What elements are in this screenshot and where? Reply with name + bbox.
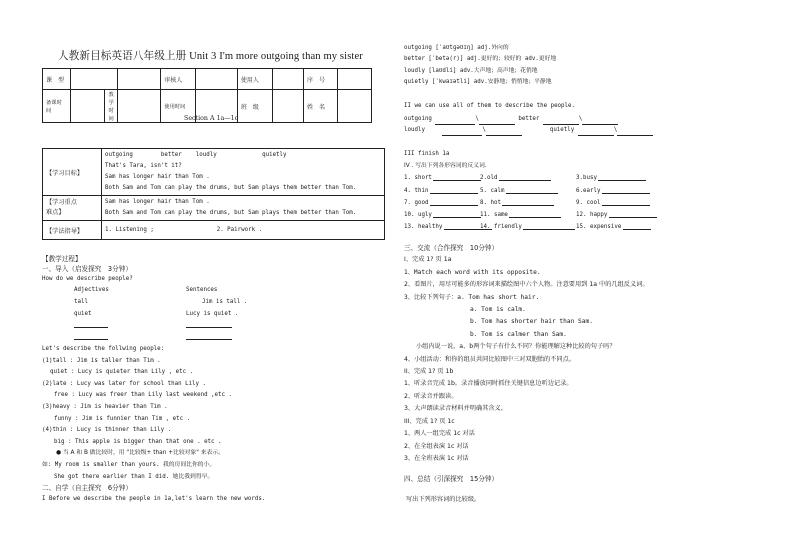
header-cell <box>117 69 160 90</box>
answer-blank[interactable] <box>523 222 575 230</box>
answer-blank[interactable] <box>609 210 657 218</box>
antonym-row <box>404 221 774 233</box>
task-line: 3、比较下列句子：a. Tom has short hair. <box>404 293 540 301</box>
adjective-cell: tall <box>74 299 88 305</box>
antonym-item: 10. ugly <box>404 211 432 218</box>
example-sentence: She got there earlier than I did. 她比我到得早。 <box>54 473 214 480</box>
example-line: (2)late : Lucy was later for school than Lily . <box>42 380 207 387</box>
example-sentence: 如: My room is smaller than yours. 我的房间比你的小。 <box>42 461 216 468</box>
header-cell: 姓 名 <box>303 90 337 123</box>
answer-blank[interactable] <box>502 198 554 206</box>
example-line: (4)thin : Lucy is thinner than Lily . <box>42 427 172 434</box>
answer-blank[interactable] <box>598 173 646 181</box>
task-line: 小组内说一说，a、b两个句子有什么不同？你能理解这种比较的句子吗？ <box>416 343 616 351</box>
vocab-item: quietly [ˈkwaɪətli] adv.安静地；悄悄地；平静地 <box>404 79 552 86</box>
header-cell: 审核人 <box>161 69 196 90</box>
answer-blank[interactable] <box>499 173 551 181</box>
antonym-item: 6.early <box>576 187 601 194</box>
section-heading: 四、总结（引深探究 15分钟） <box>404 475 499 484</box>
antonym-item: 15. expensive <box>576 224 622 231</box>
goal-words: outgoing better loudly quietly <box>105 152 287 158</box>
header-cell <box>273 69 304 90</box>
answer-blank[interactable] <box>623 222 651 230</box>
blank-line <box>186 335 232 340</box>
blank-line <box>186 323 232 328</box>
answer-blank[interactable] <box>602 186 650 194</box>
antonym-item: 9. cool <box>576 199 601 206</box>
header-cell <box>71 90 105 123</box>
vocab-item: outgoing [ˈaʊtɡəʊɪŋ] adj.外向的 <box>404 45 509 51</box>
antonym-item: 1. short <box>404 175 432 182</box>
blank-row: loudly \ quietly \ <box>404 125 764 136</box>
method-content: 1. Listening ; 2. Pairwork . <box>102 221 385 240</box>
blank-line <box>74 335 108 340</box>
example-line: funny : Jim is funnier than Tim , etc . <box>54 415 191 422</box>
antonym-item: 11. same <box>480 211 508 218</box>
part-subheading: IV . 写出下列各形容词的反义词. <box>404 163 487 170</box>
sentence-cell: Jim is tall . <box>202 299 248 305</box>
section-heading: 三、交流（合作探究 10分钟） <box>404 244 499 252</box>
antonym-grid <box>404 172 774 233</box>
antonym-item: 8. hot <box>480 199 501 206</box>
header-cell <box>337 69 371 90</box>
answer-blank[interactable] <box>433 210 481 218</box>
task-line: 1、两人一组完成 1c 对话 <box>404 430 475 438</box>
antonym-item: 12. happy <box>576 211 608 218</box>
vocab-section <box>404 43 764 89</box>
task-line: b. Tom has shorter hair than Sam. <box>470 318 593 326</box>
adjective-cell: quiet <box>74 311 92 317</box>
antonym-row <box>404 185 774 197</box>
vocab-item: better [ˈbetə(r)] adj.更好的；较好的 adv.更好地 <box>404 56 557 63</box>
section-heading: 二、自学（自主探究 6分钟） <box>42 484 132 493</box>
vocab-item: loudly [laʊdli] adv.大声地；高声地；花俏地 <box>404 67 538 74</box>
task-heading: II、完成 1? 页 1b <box>404 368 454 376</box>
header-cell <box>117 90 160 123</box>
blank-line <box>74 323 108 328</box>
antonym-item: 14. friendly <box>480 224 522 231</box>
task-line: 2、看图片，用尽可能多的形容词来描绘图中六个人物。注意要用到 1a 中的几组反义词。 <box>404 281 649 289</box>
antonym-item: 13. healthy <box>404 224 443 231</box>
keypoints-label: 【学习重点 难点】 <box>43 196 102 221</box>
header-cell: 班 级 <box>237 90 272 123</box>
describe-section <box>404 101 764 136</box>
header-cell: 教学时间 <box>105 90 117 123</box>
column-header: Sentences <box>186 287 218 293</box>
answer-blank[interactable] <box>433 173 481 181</box>
task-line: 2、听录音并跟读。 <box>404 392 458 400</box>
goal-line: Sam has longer hair than Tom . <box>105 174 210 180</box>
example-line: big : This apple is bigger than that one . etc . <box>54 438 222 445</box>
header-cell <box>273 90 304 123</box>
header-cell <box>196 69 238 90</box>
task-line: 2、在全组表演 1c 对话 <box>404 442 469 450</box>
section-heading: 一、导入（启发探究 3分钟） <box>42 265 132 273</box>
section-title: Section A 1a—1c <box>184 115 239 122</box>
goals-content <box>102 149 385 196</box>
header-cell <box>71 69 118 90</box>
antonym-item: 4. thin <box>404 187 429 194</box>
antonym-item: 3.busy <box>576 175 597 182</box>
keypoints-content <box>102 196 385 221</box>
goal-line: That's Tara, isn't it? <box>105 163 182 169</box>
answer-blank[interactable] <box>430 198 478 206</box>
answer-blank[interactable] <box>602 198 650 206</box>
antonym-item: 7. good <box>404 199 429 206</box>
exchange-section <box>404 242 784 506</box>
keypoint-line: Sam has longer hair than Tom . <box>105 199 210 205</box>
goal-line: Both Sam and Tom can play the drums, but Sam plays them better than Tom. <box>105 185 357 191</box>
sentence-cell: Lucy is quiet . <box>186 311 239 317</box>
process-heading: 【教学过程】 <box>42 255 82 263</box>
process-section <box>42 254 392 505</box>
column-header: Adjectives <box>74 287 109 293</box>
page-title: 人教新目标英语八年级上册 Unit 3 I'm more outgoing than my sister <box>58 51 363 62</box>
example-intro: Let's describe the follwing people: <box>42 346 165 352</box>
part-heading: II we can use all of them to describe the people. <box>404 103 576 109</box>
task-line: b. Tom is calmer than Sam. <box>470 330 567 338</box>
task-line: 写出下列形容词的比较级。 <box>406 495 481 503</box>
instruction-line: I Before we describe the people in 1a,let's learn the new words. <box>42 496 266 503</box>
antonym-row <box>404 172 774 184</box>
task-line: 1、听录音完成 1b。录音播放同时抓住关键信息边听边记录。 <box>404 380 573 388</box>
header-cell: 课 型 <box>43 69 71 90</box>
task-line: 1、Match each word with its opposite. <box>404 268 541 276</box>
rule-note: ● 当 A 和 B 做比较时，用 "比较级+ than +比较对象" 来表示。 <box>56 450 224 457</box>
examples-block <box>42 344 392 483</box>
header-cell: 备课时间 <box>43 90 71 123</box>
part-heading: III finish 1a <box>404 151 450 157</box>
header-cell: 使用时间 <box>161 90 196 123</box>
antonym-section <box>404 148 774 233</box>
question-text: How do we describe people? <box>42 276 133 282</box>
task-line: 3、大声朗读录音材料并明确其含义。 <box>404 405 507 413</box>
antonym-item: 5. calm <box>480 187 505 194</box>
example-line: (1)tall : Jim is taller than Tim . <box>42 357 161 364</box>
header-cell <box>337 90 371 123</box>
example-line: free : Lucy was freer than Lily last weekend ,etc . <box>54 392 232 399</box>
antonym-row <box>404 197 774 209</box>
task-line: a. Tom is calm. <box>470 306 526 314</box>
example-line: quiet : Lucy is quieter than Lily , etc . <box>50 369 194 376</box>
goals-label: 【学习目标】 <box>43 149 102 196</box>
task-heading: I、完成 1? 页 1a <box>404 256 452 264</box>
example-line: (3)heavy : Jim is heavier than Tim . <box>42 403 168 410</box>
keypoint-line: Both Sam and Tom can play the drums, but Sam plays them better than Tom. <box>105 210 357 216</box>
header-cell: 使用人 <box>237 69 272 90</box>
task-heading: III、完成 1? 页 1c <box>404 417 455 425</box>
goals-table <box>42 148 385 240</box>
task-line: 3、在全班表演 1c 对话 <box>404 454 469 462</box>
answer-blank[interactable] <box>509 210 561 218</box>
answer-blank[interactable] <box>430 186 478 194</box>
method-label: 【学法指导】 <box>43 221 102 240</box>
task-line: 4、小组活动：和你的组员共同比较图中三对双胞胎的不同点。 <box>404 355 575 363</box>
antonym-row <box>404 209 774 221</box>
adjective-table <box>42 285 392 341</box>
answer-blank[interactable] <box>506 186 558 194</box>
antonym-item: 2.old <box>480 175 498 182</box>
header-cell: 序 号 <box>303 69 337 90</box>
blank-row: outgoing \ better \ <box>404 114 764 125</box>
